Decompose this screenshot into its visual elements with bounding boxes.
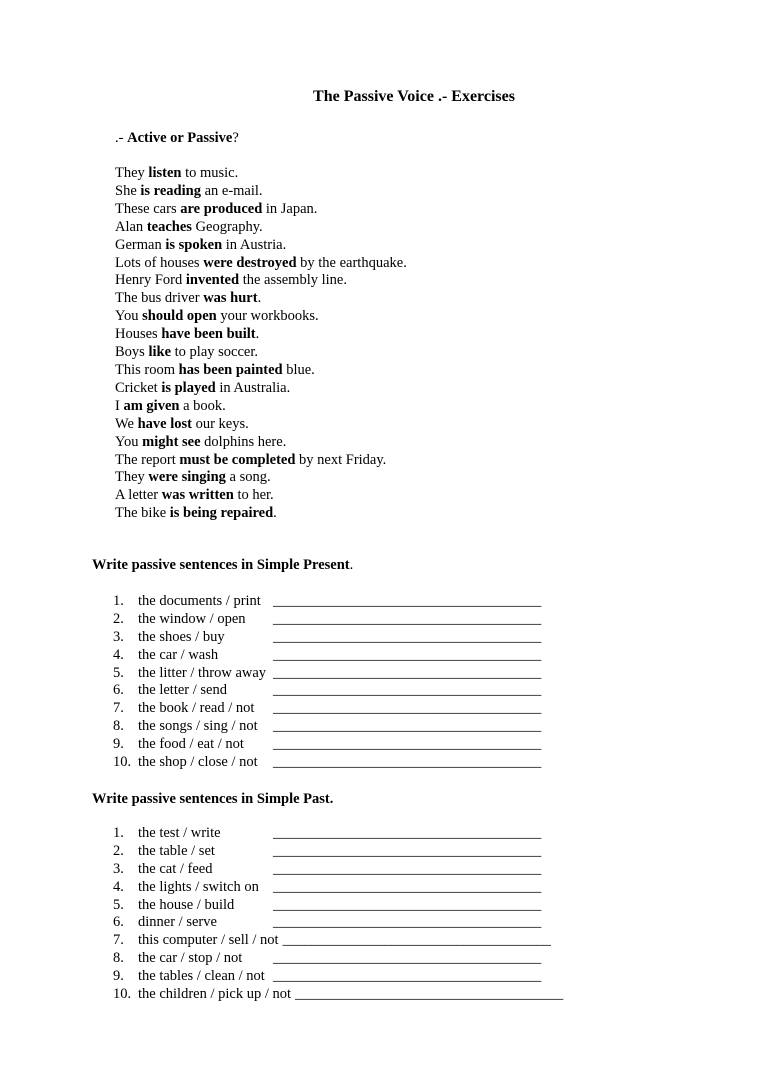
sentence-text: Geography.: [191, 218, 263, 235]
verb-phrase: have been built: [161, 326, 256, 343]
item-prompt: the shoes / buy: [138, 628, 225, 645]
sentence-text: The report: [115, 451, 180, 468]
item-number: 10.: [113, 986, 132, 1003]
sentence-text: blue.: [282, 361, 315, 378]
sentence-text: Cricket: [115, 379, 162, 396]
verb-phrase: might see: [142, 433, 201, 450]
sentence-text: German: [115, 236, 166, 253]
section-simple-past-heading: Write passive sentences in Simple Past.: [92, 791, 334, 807]
sentence-text: Alan: [115, 218, 147, 235]
answer-line[interactable]: _____________________________________: [273, 700, 542, 717]
sentence-text: dolphins here.: [200, 433, 287, 450]
sentence-text: a book.: [179, 397, 226, 414]
verb-phrase: is being repaired: [169, 505, 274, 522]
item-number: 3.: [113, 628, 124, 645]
item-prompt: the tables / clean / not: [138, 968, 265, 985]
verb-phrase: am given: [123, 397, 180, 414]
item-number: 1.: [113, 593, 124, 609]
answer-line[interactable]: _____________________________________: [273, 754, 542, 771]
sentence-text: Boys: [115, 344, 149, 361]
answer-line[interactable]: _____________________________________: [273, 682, 542, 699]
answer-line[interactable]: _____________________________________: [295, 986, 564, 1003]
sentence-item: [115, 505, 407, 523]
item-prompt: the test / write: [138, 825, 221, 841]
item-prompt: the book / read / not: [138, 700, 255, 717]
sentence-text: This room: [115, 361, 179, 378]
sentence-text: The bus driver: [115, 290, 204, 307]
sentence-item: [115, 237, 407, 255]
verb-phrase: like: [148, 344, 172, 361]
sentence-item: [115, 416, 407, 434]
sentence-text: They: [115, 165, 149, 181]
sentence-text: You: [115, 433, 143, 450]
answer-line[interactable]: _____________________________________: [273, 628, 542, 645]
item-prompt: this computer / sell / not: [138, 932, 279, 949]
item-number: 4.: [113, 646, 124, 663]
item-number: 4.: [113, 878, 124, 895]
sentence-item: [115, 219, 407, 237]
sentence-text: These cars: [115, 200, 181, 217]
item-prompt: the car / wash: [138, 646, 219, 663]
sentence-text: a song.: [225, 469, 271, 486]
heading-text: Write passive sentences in Simple Present: [92, 557, 350, 573]
section-active-passive-heading: [115, 130, 239, 147]
item-number: 8.: [113, 718, 124, 735]
item-prompt: dinner / serve: [138, 914, 217, 931]
page-title: The Passive Voice .- Exercises: [313, 88, 515, 105]
answer-line[interactable]: _____________________________________: [273, 914, 542, 931]
sentence-text: .: [257, 290, 262, 307]
sentence-text: She: [115, 182, 141, 199]
verb-phrase: invented: [185, 272, 240, 289]
item-number: 9.: [113, 968, 124, 985]
verb-phrase: was written: [161, 487, 234, 504]
item-prompt: the songs / sing / not: [138, 718, 258, 735]
sentence-text: in Austria.: [222, 236, 287, 253]
sentence-text: Henry Ford: [115, 272, 186, 289]
answer-line[interactable]: _____________________________________: [273, 878, 542, 895]
heading-suffix: .: [349, 557, 354, 573]
sentence-text: to play soccer.: [171, 344, 258, 361]
sentence-item: [115, 344, 407, 362]
sentence-text: in Japan.: [262, 200, 318, 217]
item-prompt: the food / eat / not: [138, 736, 244, 753]
sentence-text: by next Friday.: [295, 451, 387, 468]
verb-phrase: has been painted: [178, 361, 283, 378]
item-number: 5.: [113, 664, 124, 681]
item-number: 7.: [113, 932, 124, 949]
answer-line[interactable]: _____________________________________: [273, 664, 542, 681]
item-prompt: the house / build: [138, 896, 235, 913]
heading-text: Active or Passive: [127, 130, 233, 146]
item-number: 8.: [113, 950, 124, 967]
answer-line[interactable]: _____________________________________: [273, 896, 542, 913]
verb-phrase: should open: [142, 308, 217, 325]
section-simple-present-heading: [92, 557, 353, 574]
item-prompt: the table / set: [138, 842, 215, 859]
sentence-item: [115, 308, 407, 326]
item-prompt: the lights / switch on: [138, 878, 259, 895]
item-prompt: the car / stop / not: [138, 950, 243, 967]
sentence-text: The bike: [115, 505, 170, 522]
answer-line[interactable]: _____________________________________: [273, 593, 542, 609]
answer-line[interactable]: _____________________________________: [273, 842, 542, 859]
verb-phrase: were singing: [148, 469, 226, 486]
verb-phrase: was hurt: [203, 290, 258, 307]
item-number: 1.: [113, 825, 124, 841]
sentence-text: Houses: [115, 326, 162, 343]
sentence-text: They: [115, 469, 149, 486]
sentence-item: [115, 469, 407, 487]
answer-line[interactable]: _____________________________________: [273, 610, 542, 627]
verb-phrase: is spoken: [165, 236, 223, 253]
sentence-item: [115, 201, 407, 219]
sentence-text: by the earthquake.: [296, 254, 407, 271]
sentence-text: You: [115, 308, 143, 325]
heading-suffix: ?: [232, 130, 239, 146]
item-prompt: the documents / print: [138, 593, 261, 609]
item-prompt: the window / open: [138, 610, 246, 627]
sentence-item: [115, 255, 407, 273]
sentence-item: [115, 183, 407, 201]
item-number: 3.: [113, 860, 124, 877]
item-number: 5.: [113, 896, 124, 913]
item-number: 9.: [113, 736, 124, 753]
sentence-text: A letter: [115, 487, 162, 504]
verb-phrase: is reading: [140, 182, 201, 199]
item-number: 2.: [113, 842, 124, 859]
sentence-list: [115, 165, 407, 523]
answer-line[interactable]: _____________________________________: [282, 932, 551, 949]
heading-prefix: .-: [115, 130, 128, 146]
verb-phrase: teaches: [146, 218, 192, 235]
sentence-text: the assembly line.: [239, 272, 347, 289]
item-number: 6.: [113, 914, 124, 931]
sentence-item: [115, 290, 407, 308]
sentence-item: [115, 398, 407, 416]
sentence-text: .: [255, 326, 260, 343]
verb-phrase: must be completed: [179, 451, 296, 468]
item-number: 7.: [113, 700, 124, 717]
sentence-text: I: [115, 397, 124, 414]
sentence-text: your workbooks.: [216, 308, 319, 325]
sentence-text: .: [273, 505, 277, 522]
item-number: 2.: [113, 610, 124, 627]
verb-phrase: are produced: [180, 200, 263, 217]
verb-phrase: have lost: [137, 415, 192, 432]
answer-line[interactable]: _____________________________________: [273, 950, 542, 967]
sentence-text: in Australia.: [215, 379, 291, 396]
sentence-text: Lots of houses: [115, 254, 204, 271]
verb-phrase: were destroyed: [203, 254, 297, 271]
answer-line[interactable]: _____________________________________: [273, 736, 542, 753]
item-prompt: the cat / feed: [138, 860, 213, 877]
sentence-item: [115, 487, 407, 505]
sentence-item: [115, 362, 407, 380]
verb-phrase: is played: [161, 379, 216, 396]
item-prompt: the children / pick up / not: [138, 986, 292, 1003]
sentence-item: [115, 434, 407, 452]
sentence-item: [115, 165, 407, 183]
sentence-item: [115, 380, 407, 398]
item-number: 6.: [113, 682, 124, 699]
item-prompt: the litter / throw away: [138, 664, 267, 681]
answer-line[interactable]: _____________________________________: [273, 860, 542, 877]
answer-line[interactable]: _____________________________________: [273, 718, 542, 735]
item-prompt: the shop / close / not: [138, 754, 258, 771]
sentence-text: to music.: [181, 165, 239, 181]
sentence-text: our keys.: [191, 415, 249, 432]
sentence-item: [115, 452, 407, 470]
answer-line[interactable]: _____________________________________: [273, 646, 542, 663]
item-prompt: the letter / send: [138, 682, 227, 699]
item-number: 10.: [113, 754, 132, 771]
sentence-item: [115, 326, 407, 344]
sentence-text: We: [115, 415, 138, 432]
sentence-text: an e-mail.: [200, 182, 263, 199]
sentence-item: [115, 272, 407, 290]
verb-phrase: listen: [148, 165, 182, 181]
answer-line[interactable]: _____________________________________: [273, 968, 542, 985]
answer-line[interactable]: _____________________________________: [273, 825, 542, 841]
sentence-text: to her.: [233, 487, 274, 504]
